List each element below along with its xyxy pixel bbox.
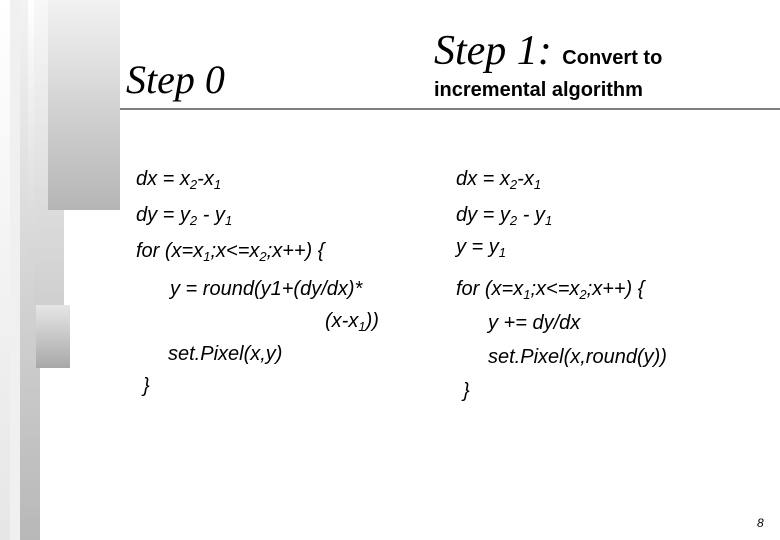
code-line: dx = $x_2-x_1$ <box>136 168 222 192</box>
step1-title <box>434 28 662 81</box>
code-line: set.Pixel(x,y) <box>168 343 283 365</box>
code-line: y = round(y1+(dy/dx)* <box>170 278 363 300</box>
code-line: dy = $y_2 - y_1$ <box>456 204 553 228</box>
code-line: dx = $x_2-x_1$ <box>456 168 542 192</box>
step1-title-rest-1: Convert to <box>562 47 663 69</box>
code-line: $y = y_1$ <box>456 236 507 260</box>
step1-title-rest-2: incremental algorithm <box>434 79 643 101</box>
code-line: } <box>463 380 470 402</box>
code-line: y += dy/dx <box>488 312 581 334</box>
header-rule <box>120 108 780 110</box>
code-line: dy = $y_2 - y_1$ <box>136 204 233 228</box>
code-line: for $(x=x_1;x<=x_2;x++)$ { <box>136 240 325 264</box>
decorative-bars <box>0 0 120 540</box>
code-line: } <box>143 375 150 397</box>
step0-title: Step 0 <box>126 57 225 102</box>
page-number: 8 <box>757 516 764 530</box>
step1-title-main: Step 1: <box>434 28 552 74</box>
code-line: $(x-x_1)$) <box>325 310 379 334</box>
code-line: for $(x=x_1;x<=x_2;x++)$ { <box>456 278 645 302</box>
code-line: set.Pixel(x,round(y)) <box>488 346 667 368</box>
